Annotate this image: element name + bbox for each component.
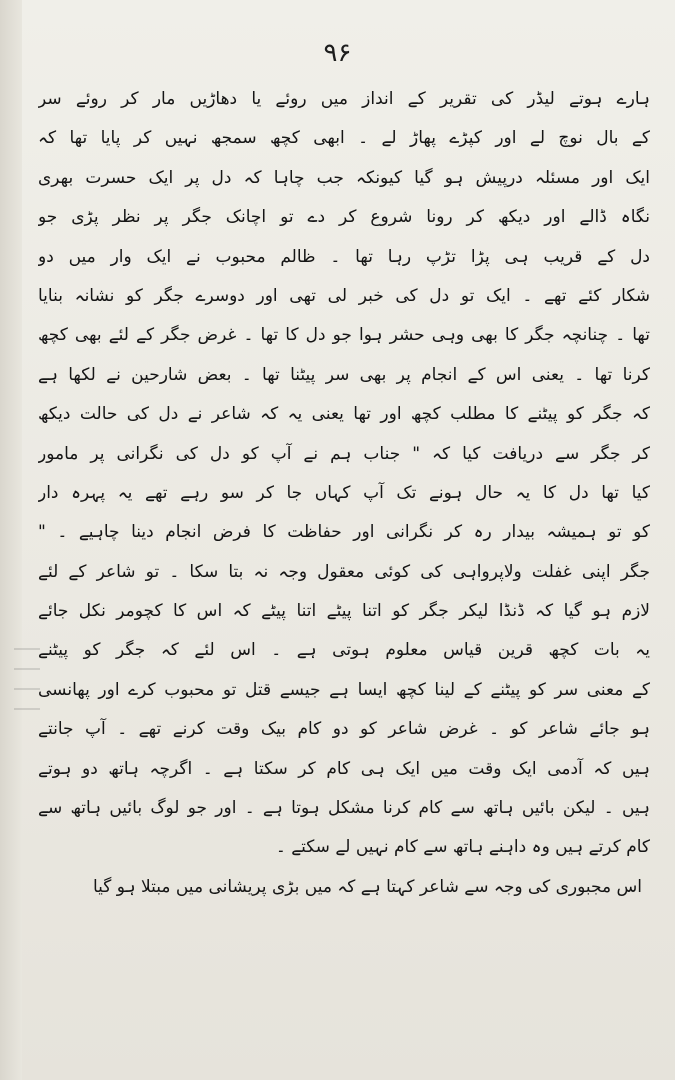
- text-line: کے بال نوچ لے اور کپڑے پھاڑ لے ۔ ابھی کچھ سمجھ نہیں کر پایا تھا کہ: [38, 128, 650, 149]
- text-line: ہیں ۔ لیکن بائیں ہاتھ سے کام کرنا مشکل ہوتا ہے ۔ اور جو لوگ بائیں ہاتھ سے: [38, 798, 650, 819]
- page-number: ۹۶: [323, 38, 352, 68]
- body-text: [38, 80, 650, 907]
- text-line: نگاہ ڈالے اور دیکھ کر رونا شروع کر دے تو اچانک جگر پر نظر پڑی جو: [38, 207, 650, 228]
- text-line: لازم ہو گیا کہ ڈنڈا لیکر جگر کو اتنا پیٹے اتنا پیٹے کہ اس کا کچومر نکل جائے: [38, 601, 650, 622]
- text-line: تھا ۔ چنانچہ جگر کا بھی وہی حشر ہوا جو دل کا تھا ۔ غرض جگر کے لئے بھی کچھ: [38, 325, 650, 346]
- text-line: کے معنی سر کو پیٹنے کے لینا کچھ ایسا ہے جیسے قتل تو محبوب کرے اور پھانسی: [38, 679, 650, 700]
- text-line: شکار کئے تھے ۔ ایک تو دل کی خبر لی تھی اور دوسرے جگر کو نشانہ بنایا: [38, 285, 650, 306]
- text-line: کرنا تھا ۔ یعنی اس کے انجام پر بھی سر پیٹنا تھا ۔ بعض شارحین نے لکھا ہے: [38, 364, 650, 385]
- text-line: دل کے قریب ہی پڑا تڑپ رہا تھا ۔ ظالم محبوب نے ایک وار میں دو: [38, 246, 650, 267]
- bleed-through-marks: [14, 630, 40, 790]
- text-line: ایک اور مسئلہ درپیش ہو گیا کیونکہ جب چاہا کہ دل پر ایک حسرت بھری: [38, 167, 650, 188]
- text-line: کر جگر سے دریافت کیا کہ " جناب ہم نے آپ کو دل کی نگرانی پر مامور: [38, 443, 650, 464]
- page-binding-edge: [0, 0, 22, 1080]
- text-line: ہو جائے شاعر کو ۔ غرض شاعر کو دو کام بیک وقت کرنے تھے ۔ آپ جانتے: [38, 719, 650, 740]
- text-line: اس مجبوری کی وجہ سے شاعر کہتا ہے کہ میں بڑی پریشانی میں مبتلا ہو گیا: [93, 876, 642, 897]
- text-line: کیا تھا دل کا یہ حال ہونے تک آپ کہاں جا کر سو رہے تھے یہ پہرہ دار: [38, 482, 650, 503]
- text-line: ہارے ہوتے لیڈر کی تقریر کے انداز میں روئے یا دھاڑیں مار کر روئے سر: [38, 89, 650, 109]
- text-line: کہ جگر کو پیٹنے کا مطلب کچھ اور تھا یعنی یہ کہ شاعر نے دل کی حالت دیکھ: [38, 404, 650, 425]
- text-line: یہ بات کچھ قرین قیاس معلوم ہوتی ہے ۔ اس لئے کہ جگر کو پیٹنے: [38, 640, 650, 661]
- text-line: ہیں کہ آدمی ایک وقت میں ایک ہی کام کر سکتا ہے ۔ اگرچہ ہاتھ دو ہوتے: [38, 758, 650, 779]
- text-line: جگر اپنی غفلت ولاپرواہی کی کوئی معقول وجہ نہ بتا سکا ۔ تو شاعر کے لئے: [38, 561, 650, 582]
- text-line: کو تو ہمیشہ بیدار رہ کر نگرانی اور حفاظت کا فرض انجام دینا چاہیے ۔ ": [38, 522, 650, 543]
- text-line: کام کرتے ہیں وہ داہنے ہاتھ سے کام نہیں لے سکتے ۔: [275, 837, 650, 858]
